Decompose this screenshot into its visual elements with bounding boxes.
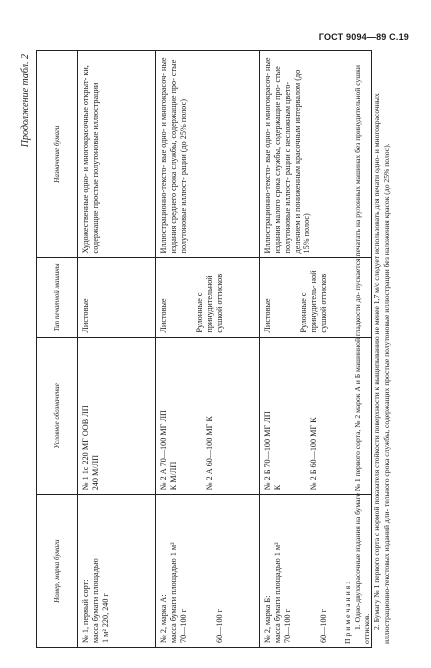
cell-text: К М/ЛП: [168, 461, 178, 491]
cell-text: 70—100 г: [178, 608, 188, 643]
cell-text: № 1 1с 220 МГ ООВ ЛП: [81, 405, 90, 491]
notes-title: Примечания:: [343, 579, 352, 644]
cell-text: 70—100 г: [282, 608, 292, 643]
note-item: 2. Бумагу № 1 первого сорта с нормой показателя стойкости поверхности к выщипыванию не менее 1,7 м/с следует использовать для печати одно- и многокрасочных иллюстрационно-текстовых изданий дли- тельного срока службы, содержащих простые полутоновые иллюстрации без наложения красок (до 25% полос).: [372, 93, 391, 644]
paper-grade-cell: [78, 495, 156, 648]
cell-text: Листовые: [263, 298, 272, 333]
cell-text: Иллюстрационно-тексто- вые одно- и многокрасоч- ные издания среднего срока службы, содержащие про- стые полутоновые иллюст- рации (до 25% полос): [159, 57, 188, 254]
cell-text: 240 М/ЛП: [90, 454, 100, 491]
cell-text: Листовые: [159, 298, 168, 333]
purpose-cell: [78, 51, 156, 258]
cell-text: № 2, марка А:: [159, 594, 168, 643]
cell-text: масса бумаги площадью: [90, 558, 100, 643]
cell-text: № 2 Б 70—100 МГ ЛП: [263, 411, 272, 491]
cell-text: Листовые: [81, 298, 90, 333]
cell-text: Иллюстрационно-тексто- вые одно- и многокрасоч- ные издания малого срока службы, содержащие про- стые полутоновые иллюст- рации с несложным цвето- делением и пониженным красочным интервалом (до 15% полос): [263, 57, 312, 254]
table-header-row: [37, 51, 78, 648]
column-header: Номер, марка бумаги: [37, 495, 78, 648]
rotated-table-block: [20, 48, 415, 648]
cell-text: № 2 Б 60—100 МГ К: [308, 417, 318, 491]
designation-cell: [156, 337, 260, 495]
table-row: [156, 51, 260, 648]
cell-text: 1 м² 220, 240 г: [100, 593, 110, 643]
column-header: Условное обозначение: [37, 337, 78, 495]
cell-text: Рулонные с принудитель- ной сушкой оттисков: [298, 270, 328, 333]
cell-text: 60—100 г: [214, 608, 224, 643]
machine-type-cell: [156, 258, 260, 337]
cell-text: 60—100 г: [318, 608, 328, 643]
table-notes: [343, 52, 392, 644]
cell-text: № 2 А 70—100 МГ ЛП: [159, 410, 168, 491]
note-item: 1. Одно-двухкрасочные издания на бумаге № 1 первого сорта, № 2 марок А и Б машинной гладкости до- пускается печатать на рулонных машинах без принудительной сушки оттисков.: [352, 65, 372, 644]
cell-text: масса бумаги площадью 1 м²: [168, 542, 178, 643]
designation-cell: [78, 337, 156, 495]
column-header: Тип печатной машины: [37, 258, 78, 337]
column-header: Назначение бумаги: [37, 51, 78, 258]
cell-text: № 2 А 60—100 МГ К: [204, 416, 214, 491]
cell-text: Художественные одно- и многокрасочные открыт- ки, содержащие простые полутоновые иллюстрации: [81, 65, 100, 254]
machine-type-cell: [78, 258, 156, 337]
cell-text: № 2, марка Б:: [263, 595, 272, 643]
paper-table: [36, 50, 372, 648]
cell-text: Рулонные с принудительной сушкой оттисков: [194, 273, 224, 333]
purpose-cell: [156, 51, 260, 258]
paper-grade-cell: [156, 495, 260, 648]
cell-text: № 1, первый сорт:: [81, 579, 90, 643]
table-row: [78, 51, 156, 648]
cell-text: К: [272, 484, 282, 491]
cell-text: масса бумаги площадью 1 м²: [272, 542, 282, 643]
table-continuation-label: Продолжение табл. 2: [20, 54, 31, 148]
page-header: ГОСТ 9094—89 С.19: [318, 32, 409, 42]
